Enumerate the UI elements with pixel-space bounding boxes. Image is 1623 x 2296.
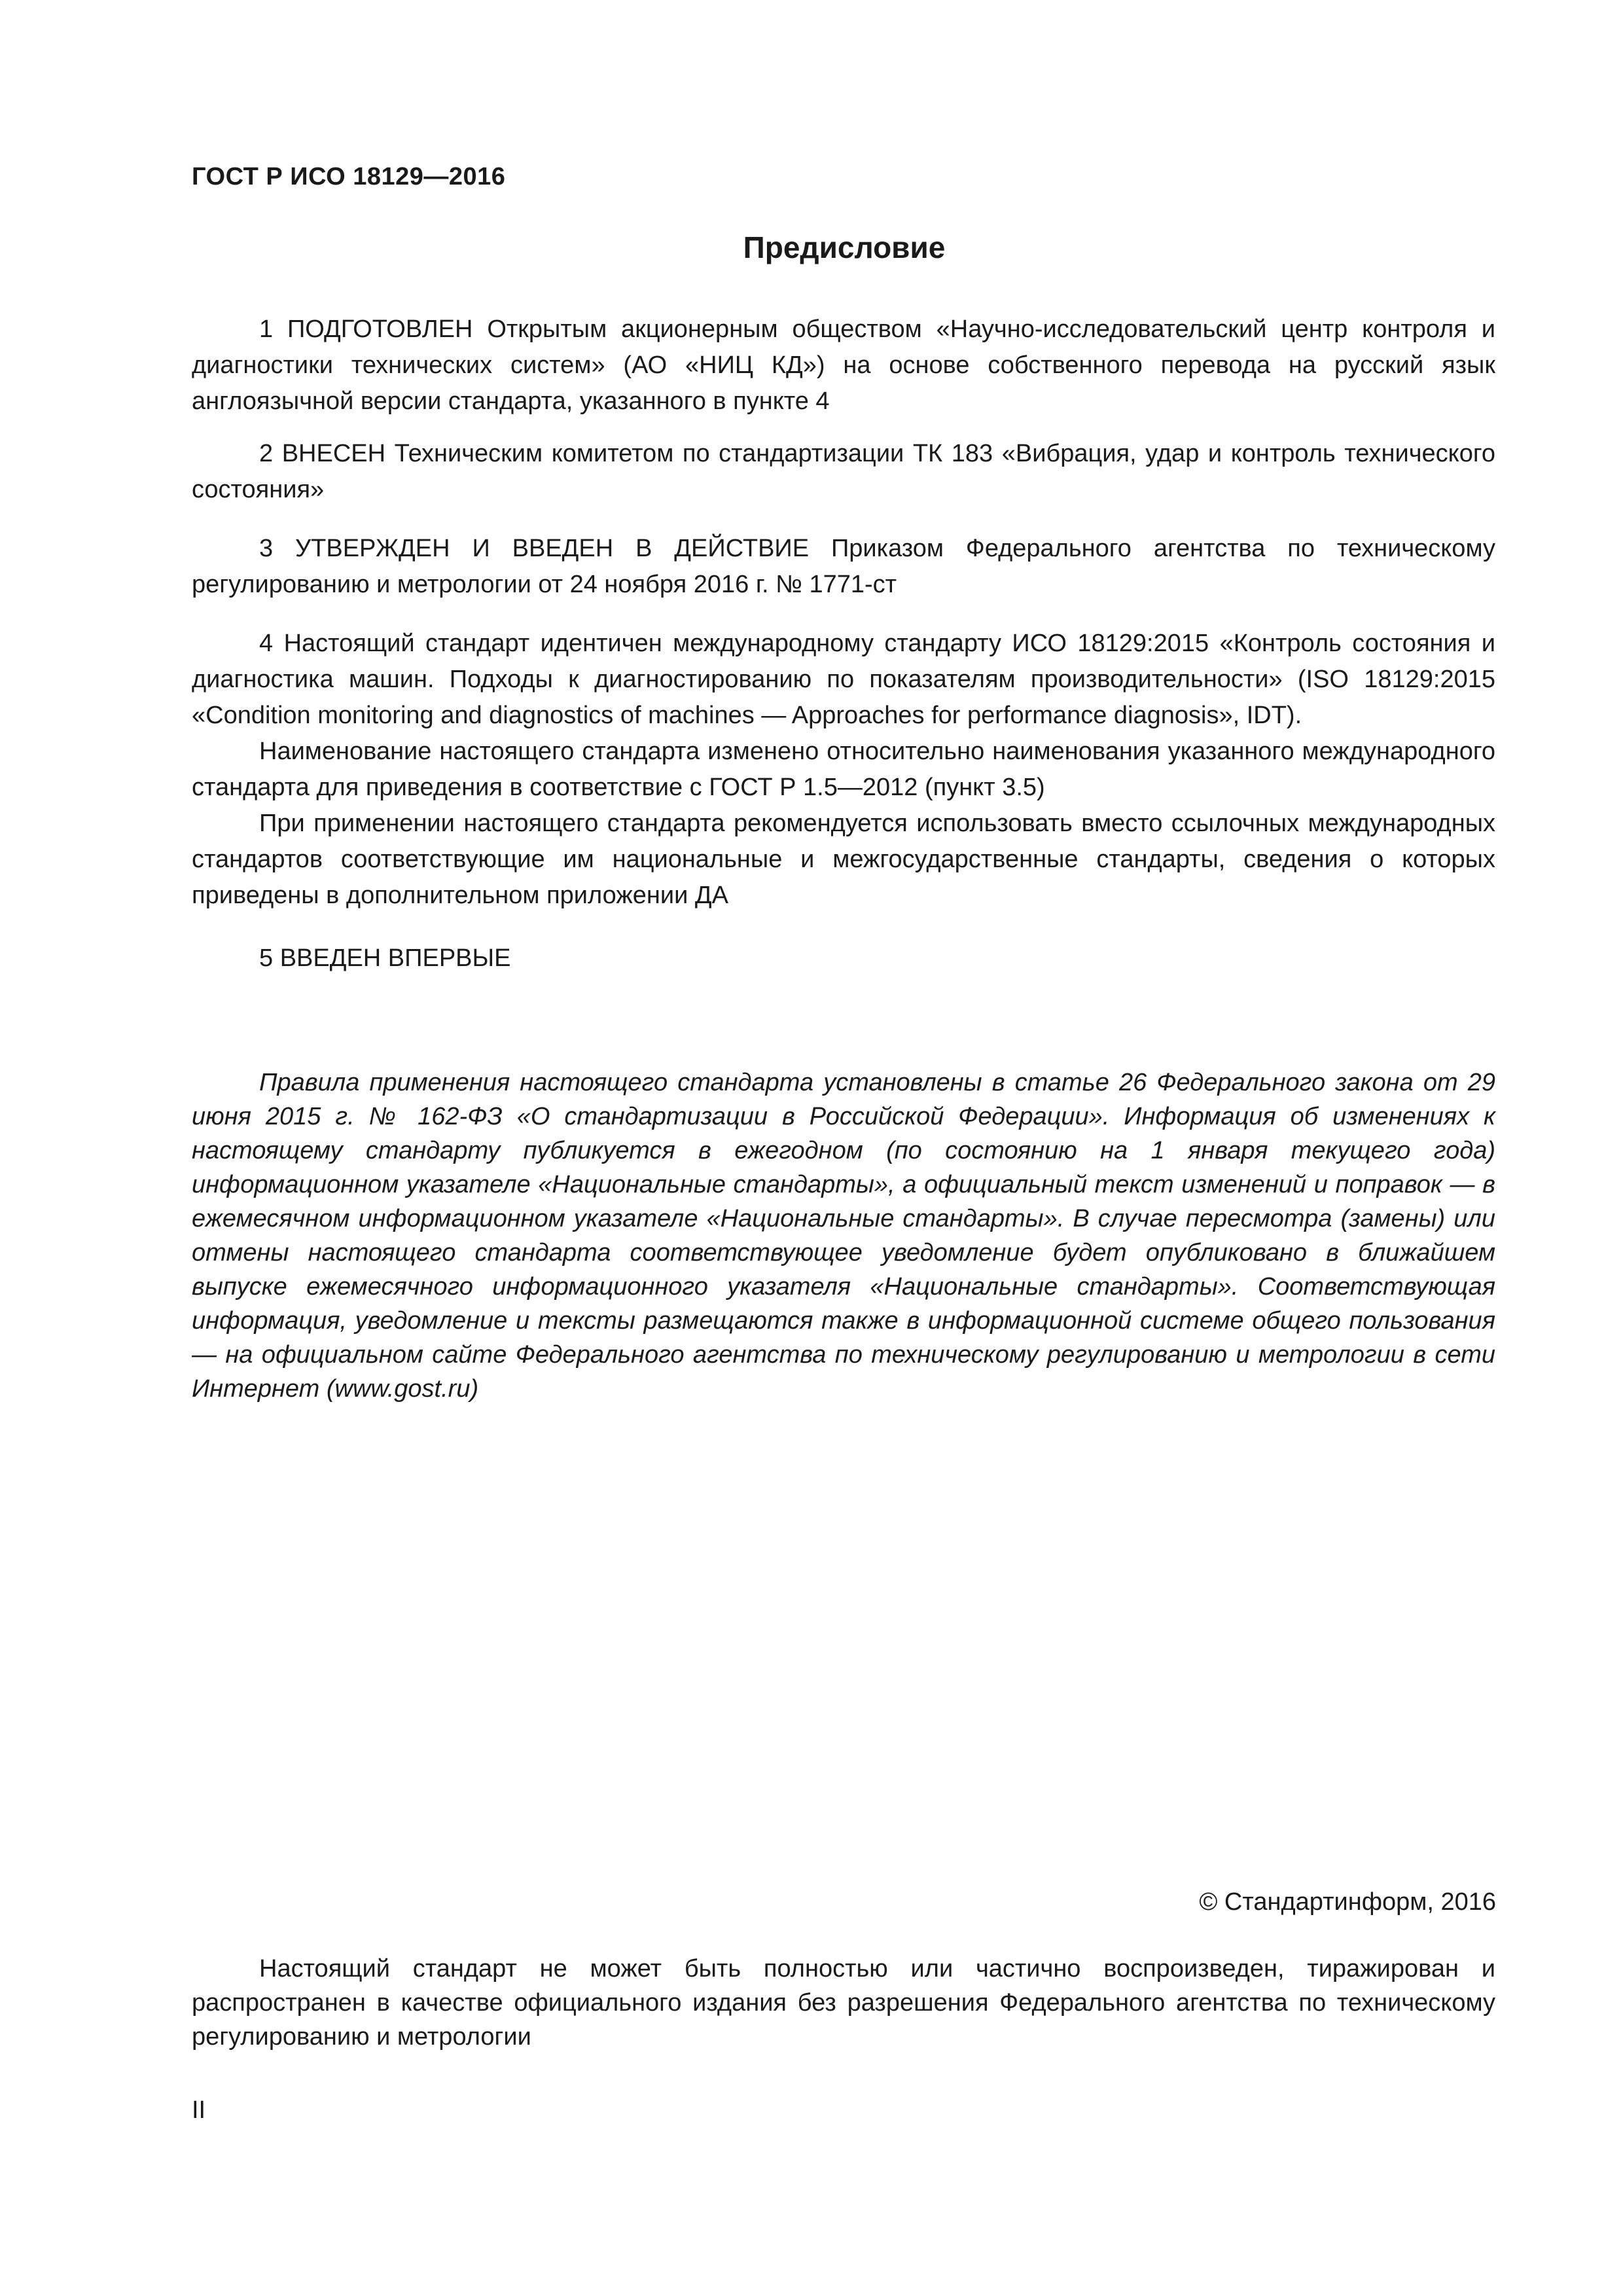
- foreword-item-text: 2 ВНЕСЕН Техническим комитетом по стандартизации ТК 183 «Вибрация, удар и контроль технического состояния»: [192, 440, 1495, 503]
- copy-notice: [192, 1952, 1495, 2054]
- foreword-item-paragraph: При применении настоящего стандарта рекомендуется использовать вместо ссылочных международных стандартов соответствующие им национальные и межгосударственные стандарты, сведения о которых приведены в дополнительном приложении ДА: [192, 810, 1495, 909]
- foreword-item-text: 5 ВВЕДЕН ВПЕРВЫЕ: [259, 944, 511, 972]
- foreword-item-text: 3 УТВЕРЖДЕН И ВВЕДЕН В ДЕЙСТВИЕ Приказом Федерального агентства по техническому регулированию и метрологии от 24 ноября 2016 г. № 1771-ст: [192, 535, 1495, 598]
- page-title: Предисловие: [743, 230, 946, 264]
- rules-notice-text: Правила применения настоящего стандарта установлены в статье 26 Федерального закона от 29 июня 2015 г. № 162-ФЗ «О стандартизации в Российской Федерации». Информация об изменениях к настоящему стандарту публикуется в ежегодном (по состоянию на 1 января текущего года) информационном указателе «Национальные стандарты», а официальный текст изменений и поправок — в ежемесячном информационном указателе «Национальные стандарты». В случае пересмотра (замены) или отмены настоящего стандарта соответствующее уведомление будет опубликовано в ближайшем выпуске ежемесячного информационного указателя «Национальные стандарты». Соответствующая информация, уведомление и тексты размещаются также в информационной системе общего пользования — на официальном сайте Федерального агентства по техническому регулированию и метрологии в сети Интернет (www.gost.ru): [192, 1069, 1495, 1403]
- rules-notice: [192, 1066, 1495, 1406]
- foreword-item-5: [192, 941, 1495, 977]
- foreword-item-4: [192, 626, 1495, 914]
- foreword-item-3: [192, 531, 1495, 603]
- document-code: ГОСТ Р ИСО 18129—2016: [192, 163, 506, 190]
- copyright-line: © Стандартинформ, 2016: [1199, 1888, 1496, 1916]
- foreword-item-1: [192, 312, 1495, 420]
- copy-notice-text: Настоящий стандарт не может быть полностью или частично воспроизведен, тиражирован и распространен в качестве официального издания без разрешения Федерального агентства по техническому регулированию и метрологии: [192, 1955, 1495, 2051]
- foreword-item-text: 4 Настоящий стандарт идентичен международному стандарту ИСО 18129:2015 «Контроль состояния и диагностика машин. Подходы к диагностированию по показателям производительности» (ISO 18129:2015 «Condition monitoring and diagnostics of machines — Approaches for performance diagnosis», IDT).: [192, 630, 1495, 729]
- foreword-item-paragraph: Наименование настоящего стандарта изменено относительно наименования указанного международного стандарта для приведения в соответствие с ГОСТ Р 1.5—2012 (пункт 3.5): [192, 738, 1495, 801]
- foreword-item-2: [192, 436, 1495, 508]
- page-number: II: [192, 2096, 206, 2124]
- foreword-item-text: 1 ПОДГОТОВЛЕН Открытым акционерным обществом «Научно-исследовательский центр контроля и диагностики технических систем» (АО «НИЦ КД») на основе собственного перевода на русский язык англоязычной версии стандарта, указанного в пункте 4: [192, 315, 1495, 415]
